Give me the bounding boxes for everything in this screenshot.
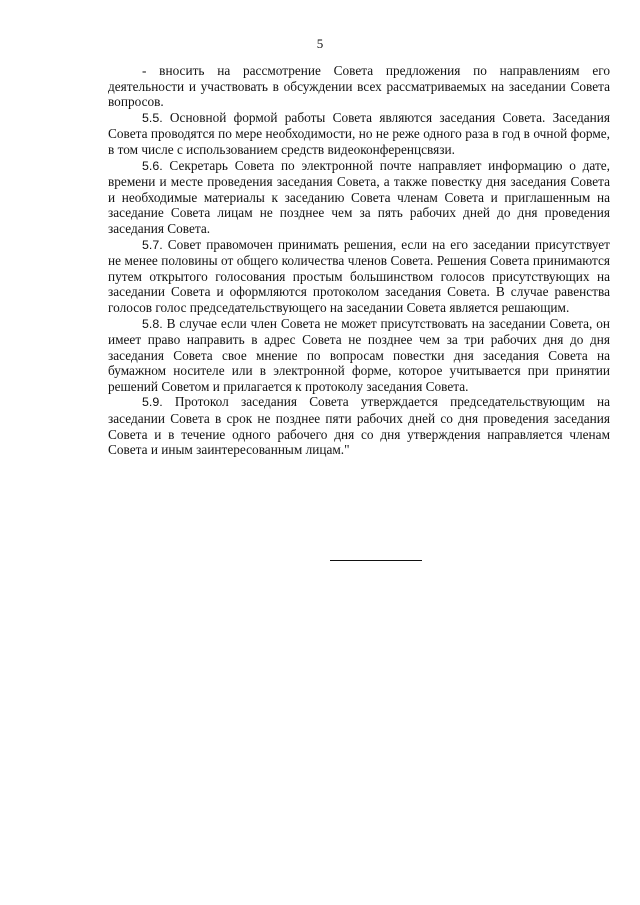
paragraph-text: Секретарь Совета по электронной почте направляет информацию о дате, времени и месте проведения заседания Совета, а также повестку дня заседания Совета и необходимые материалы к заседанию Совета членам Совета и приглашенным на заседание Совета лицам не позднее чем за пять рабочих дней до дня проведения заседания Совета.: [108, 157, 610, 236]
paragraph-number: 5.8.: [142, 316, 163, 331]
paragraph-5-8: [108, 316, 610, 395]
paragraph-number: 5.6.: [142, 158, 163, 173]
paragraph-number: 5.7.: [142, 237, 163, 252]
paragraph-number: 5.5.: [142, 110, 163, 125]
paragraph-5-6: [108, 158, 610, 237]
paragraph-intro: [108, 63, 610, 110]
paragraph-number: 5.9.: [142, 395, 163, 410]
paragraph-text: В случае если член Совета не может присутствовать на заседании Совета, он имеет право направить в адрес Совета не позднее чем за три рабочих дня до дня заседания Совета свое мнение по вопросам повестки дня заседания Совета на бумажном носителе или в электронной форме, которое учитывается при принятии решений Советом и прилагается к протоколу заседания Совета.: [108, 315, 610, 394]
paragraph-text: Основной формой работы Совета являются заседания Совета. Заседания Совета проводятся по мере необходимости, но не реже одного раза в год в очной форме, в том числе с использованием средств видеоконференцсвязи.: [108, 109, 610, 157]
end-divider-line: [330, 560, 422, 561]
paragraph-5-7: [108, 237, 610, 316]
paragraph-text: Совет правомочен принимать решения, если на его заседании присутствует не менее половины от общего количества членов Совета. Решения Совета принимаются путем открытого голосования простым большинством голосов присутствующих на заседании Совета и оформляются протоколом заседания Совета. В случае равенства голосов голос председательствующего на заседании Совета является решающим.: [108, 236, 610, 315]
paragraph-5-5: [108, 110, 610, 158]
document-body: [108, 63, 610, 458]
paragraph-5-9: [108, 394, 610, 457]
paragraph-text: - вносить на рассмотрение Совета предложения по направлениям его деятельности и участвовать в обсуждении всех рассматриваемых на заседании Совета вопросов.: [108, 63, 610, 110]
page-number: 5: [316, 36, 324, 51]
paragraph-text: Протокол заседания Совета утверждается председательствующим на заседании Совета в срок не позднее пяти рабочих дней со дня проведения заседания Совета и в течение одного рабочего дня со дня утверждения направляется членам Совета и иным заинтересованным лицам.": [108, 394, 610, 458]
